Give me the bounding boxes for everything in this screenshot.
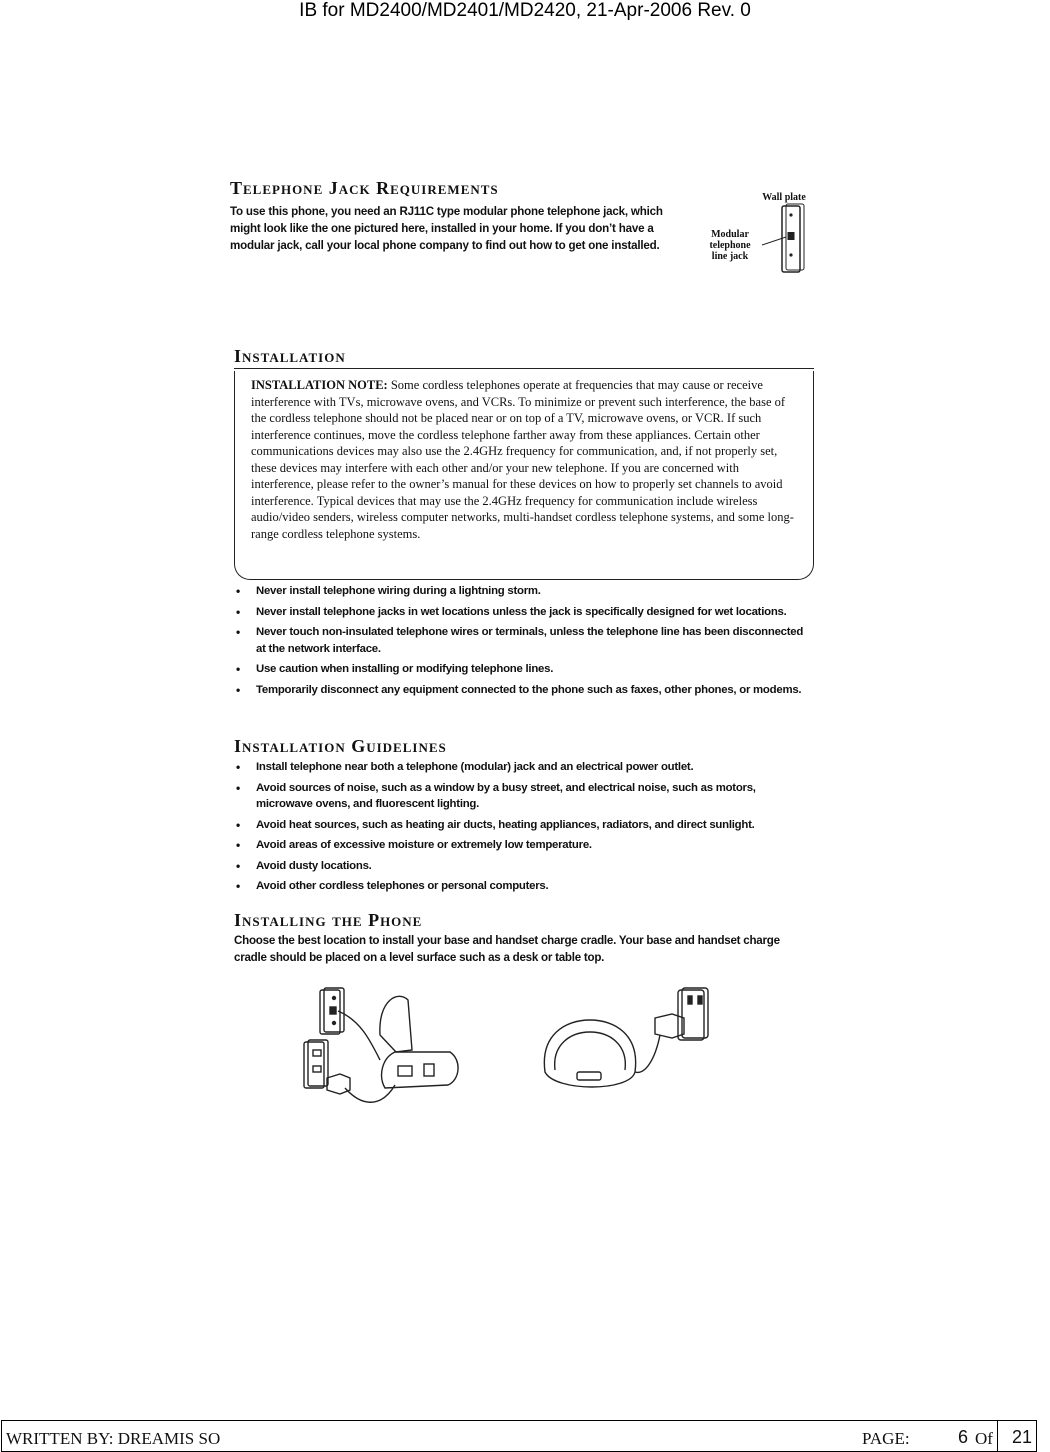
list-item: • Never install telephone jacks in wet locations unless the jack is specifically designed for wet locations. [234, 604, 814, 621]
written-by-label: WRITTEN BY: DREAMIS SO [6, 1429, 221, 1448]
list-item: • Never install telephone wiring during a lightning storm. [234, 583, 814, 600]
modular-jack-label-2: telephone [709, 240, 751, 251]
list-item: • Avoid dusty locations. [234, 858, 814, 875]
list-item: • Avoid heat sources, such as heating air ducts, heating appliances, radiators, and direct sunlight. [234, 817, 814, 834]
of-label: Of [975, 1429, 993, 1448]
footer-divider [997, 1421, 998, 1451]
jack-requirements-heading: Telephone Jack Requirements [230, 178, 499, 198]
wall-plate-label: Wall plate [762, 192, 806, 203]
list-item: • Avoid sources of noise, such as a window by a busy street, and electrical noise, such as motors, microwave ovens, and fluorescent lighting. [234, 780, 814, 813]
installing-phone-text: Choose the best location to install your base and handset charge cradle. Your base and handset charge cradle should be placed on a level surface such as a desk or table top. [234, 934, 780, 964]
installation-rule [234, 368, 814, 369]
list-item: • Avoid areas of excessive moisture or extremely low temperature. [234, 837, 814, 854]
list-item: • Never touch non-insulated telephone wires or terminals, unless the telephone line has been disconnected at the network interface. [234, 624, 814, 657]
safety-bullet-list [234, 583, 814, 702]
installing-phone-heading: Installing the Phone [234, 910, 423, 930]
installation-note-text: Some cordless telephones operate at frequencies that may cause or receive interference with TVs, microwave ovens, and VCRs. To minimize or prevent such interference, the base of the cordless telephone should not be placed near or on top of a TV, microwave ovens, or VCR. If such interference continues, move the cordless telephone farther away from these appliances. Certain other communications devices may also use the 2.4GHz frequency for communication, and, if not properly set, these devices may interfere with each other and/or your new telephone. If you are concerned with interference, please refer to the owner’s manual for these devices on how to properly set channels to avoid interference. Typical devices that may use the 2.4GHz frequency for communication include wireless audio/video senders, wireless computer networks, multi-handset cordless telephone systems, and some long-range cordless telephone systems. [251, 378, 794, 541]
base-station-illustration-icon [300, 980, 720, 1120]
guidelines-bullet-list [234, 759, 814, 899]
jack-requirements-section [230, 176, 815, 276]
page-label: PAGE: [862, 1429, 910, 1448]
wall-plate-figure [700, 188, 815, 278]
modular-jack-label-3: line jack [711, 251, 749, 262]
jack-requirements-text: To use this phone, you need an RJ11C type modular phone telephone jack, which might look like the one pictured here, installed in your home. If you don’t have a modular jack, call your local phone company to find out how to get one installed. [230, 205, 663, 252]
installation-note-box [234, 371, 814, 580]
list-item: • Use caution when installing or modifying telephone lines. [234, 661, 814, 678]
document-header-title: IB for MD2400/MD2401/MD2420, 21-Apr-2006 Rev. 0 [299, 0, 751, 21]
installation-heading: Installation [234, 346, 346, 366]
document-footer [1, 1420, 1037, 1452]
wall-plate-icon [700, 188, 815, 278]
list-item: • Install telephone near both a telephone (modular) jack and an electrical power outlet. [234, 759, 814, 776]
list-item: • Temporarily disconnect any equipment connected to the phone such as faxes, other phones, or modems. [234, 682, 814, 699]
installation-illustrations [300, 980, 720, 1120]
modular-jack-label-1: Modular [711, 229, 749, 240]
installation-guidelines-heading: Installation Guidelines [234, 736, 447, 756]
installation-note-label: INSTALLATION NOTE: [251, 378, 388, 392]
list-item: • Avoid other cordless telephones or personal computers. [234, 878, 814, 895]
page-number: 6 [958, 1427, 969, 1447]
total-pages: 21 [1012, 1427, 1033, 1447]
